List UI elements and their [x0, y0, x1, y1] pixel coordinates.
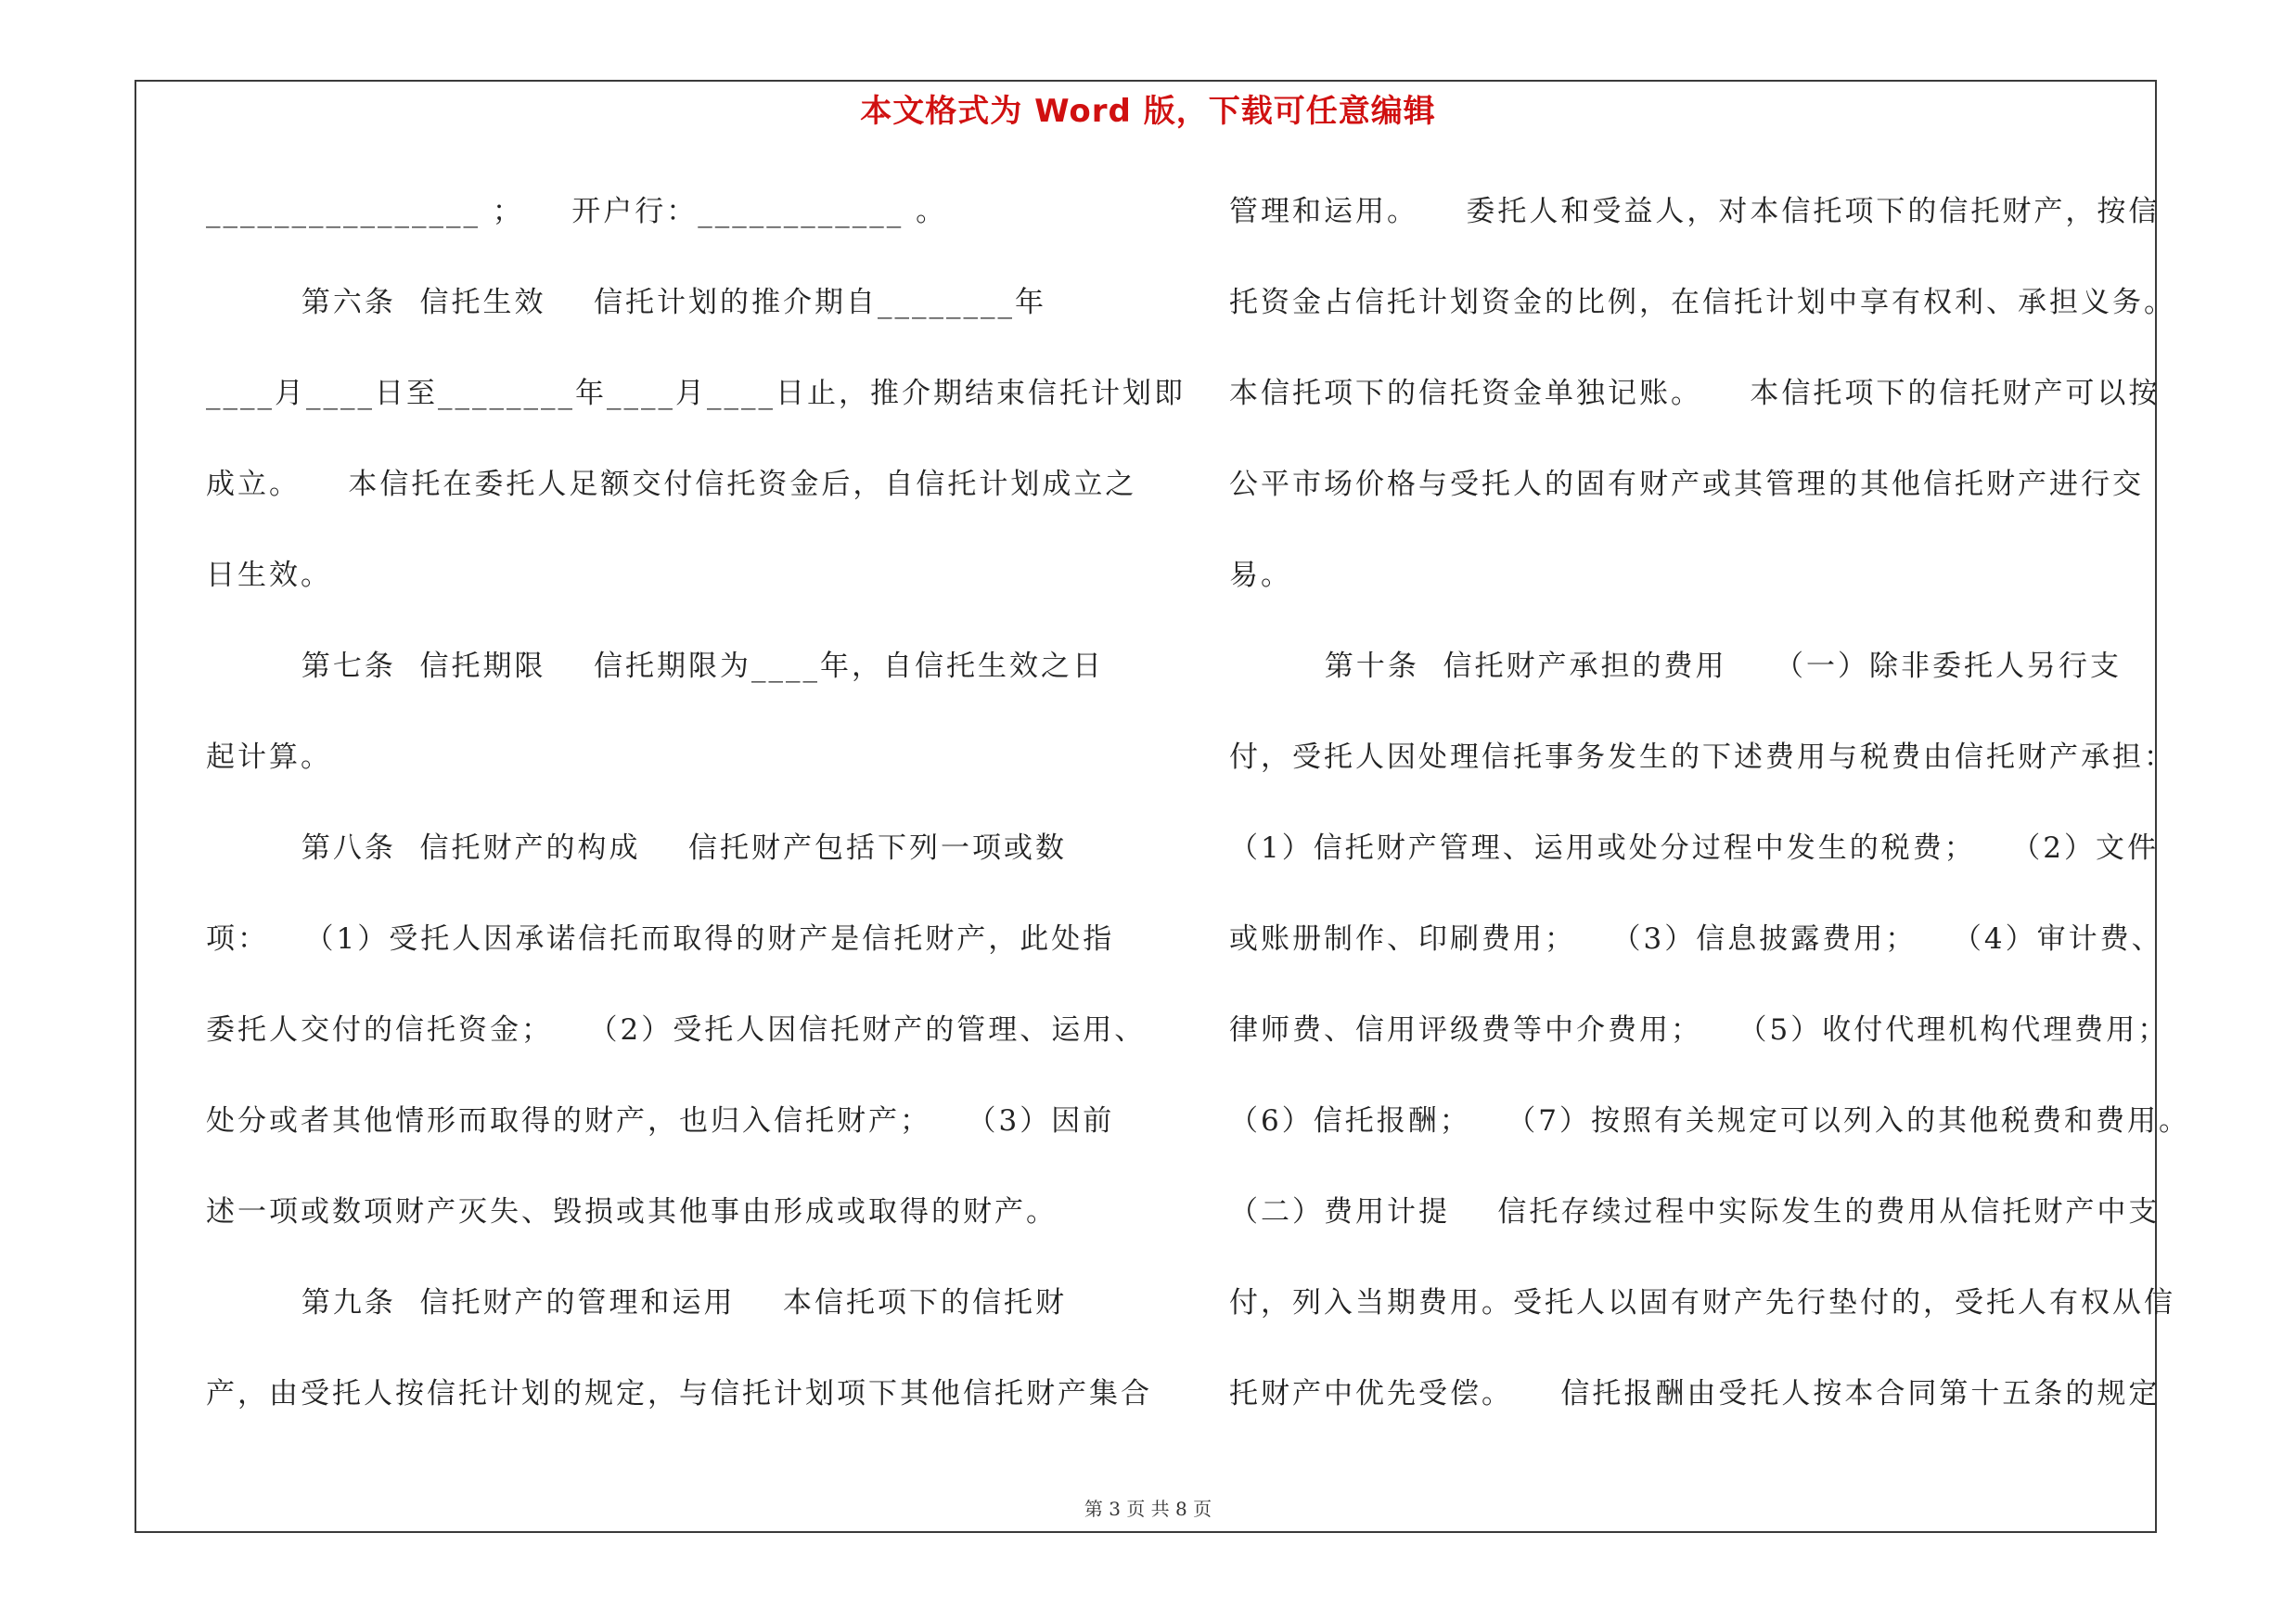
text-line: （1）信托财产管理、运用或处分过程中发生的税费； （2）文件	[1229, 831, 2160, 865]
text-line: 或账册制作、印刷费用； （3）信息披露费用； （4）审计费、	[1229, 922, 2163, 956]
text-line: 公平市场价格与受托人的固有财产或其管理的其他信托财产进行交	[1229, 468, 2144, 501]
text-line: 第八条 信托财产的构成 信托财产包括下列一项或数	[206, 831, 1067, 865]
text-line: 第七条 信托期限 信托期限为____年，自信托生效之日	[206, 650, 1104, 683]
text-line: 项： （1）受托人因承诺信托而取得的财产是信托财产，此处指	[206, 922, 1115, 956]
word-format-banner: 本文格式为 Word 版，下载可任意编辑	[860, 93, 1436, 130]
text-line: 述一项或数项财产灭失、毁损或其他事由形成或取得的财产。	[206, 1195, 1058, 1229]
text-line: 托财产中优先受偿。 信托报酬由受托人按本合同第十五条的规定	[1229, 1377, 2161, 1410]
text-line: 本信托项下的信托资金单独记账。 本信托项下的信托财产可以按	[1229, 377, 2161, 410]
text-line: （6）信托报酬； （7）按照有关规定可以列入的其他税费和费用。	[1229, 1104, 2191, 1138]
text-line: ____月____日至________年____月____日止，推介期结束信托计划即	[206, 377, 1186, 410]
text-line: 第十条 信托财产承担的费用 （一）除非委托人另行支	[1229, 650, 2122, 683]
text-line: ________________ ； 开户行：____________ 。	[206, 195, 948, 228]
text-line: 处分或者其他情形而取得的财产，也归入信托财产； （3）因前	[206, 1104, 1115, 1138]
text-line: 第六条 信托生效 信托计划的推介期自________年	[206, 286, 1046, 319]
text-line: 成立。 本信托在委托人足额交付信托资金后，自信托计划成立之	[206, 468, 1137, 501]
text-line: （二）费用计提 信托存续过程中实际发生的费用从信托财产中支	[1229, 1195, 2161, 1229]
text-line: 律师费、信用评级费等中介费用； （5）收付代理机构代理费用；	[1229, 1013, 2170, 1047]
text-line: 付，受托人因处理信托事务发生的下述费用与税费由信托财产承担：	[1229, 741, 2175, 774]
text-line: 产，由受托人按信托计划的规定，与信托计划项下其他信托财产集合	[206, 1377, 1152, 1410]
text-line: 易。	[1229, 559, 1292, 592]
text-line: 第九条 信托财产的管理和运用 本信托项下的信托财	[206, 1286, 1067, 1320]
text-line: 管理和运用。 委托人和受益人，对本信托项下的信托财产，按信	[1229, 195, 2161, 228]
right-text-column	[1229, 184, 2191, 1457]
text-line: 日生效。	[206, 559, 332, 592]
text-line: 付，列入当期费用。受托人以固有财产先行垫付的，受托人有权从信	[1229, 1286, 2175, 1320]
text-line: 起计算。	[206, 741, 332, 774]
left-text-column	[206, 184, 1186, 1457]
text-line: 委托人交付的信托资金； （2）受托人因信托财产的管理、运用、	[206, 1013, 1147, 1047]
text-line: 托资金占信托计划资金的比例，在信托计划中享有权利、承担义务。	[1229, 286, 2175, 319]
page-number-footer: 第 3 页 共 8 页	[1084, 1498, 1212, 1520]
